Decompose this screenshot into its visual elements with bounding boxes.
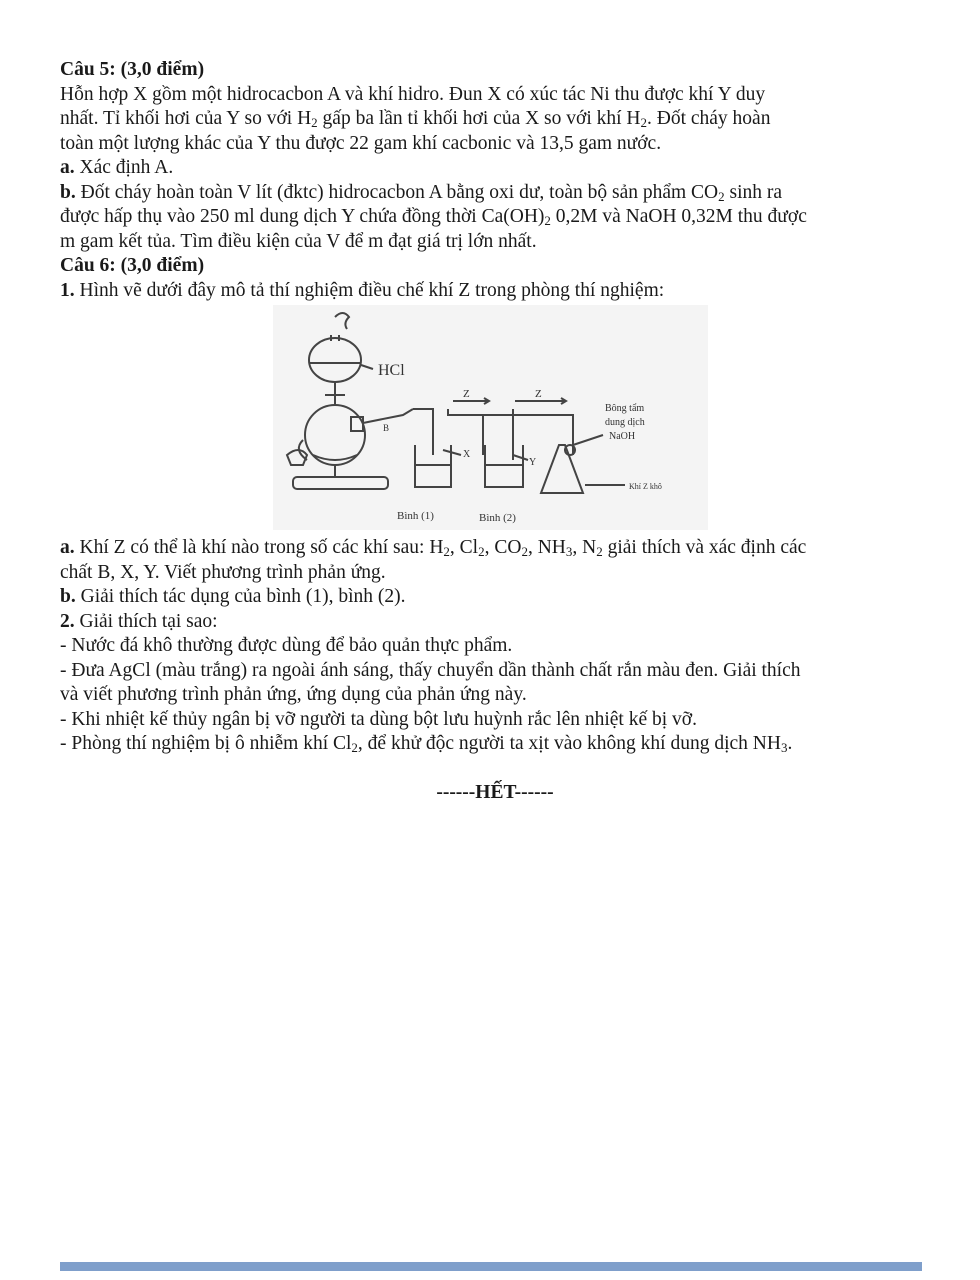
label-z-1: Z	[463, 388, 470, 400]
label-flask-2: Bình (2)	[479, 512, 516, 524]
label-gas: Khí Z khô	[629, 482, 662, 491]
q5-paragraph-line3: toàn một lượng khác của Y thu được 22 gam khí cacbonic và 13,5 gam nước.	[60, 132, 662, 154]
label-cotton-3: NaOH	[609, 431, 636, 442]
dropping-funnel	[309, 338, 361, 382]
q6-part-a-line2: chất B, X, Y. Viết phương trình phản ứng.	[60, 561, 386, 583]
label-cotton-2: dung dịch	[605, 417, 645, 428]
q5-paragraph-line2: nhất. Tỉ khối hơi của Y so với $H_2$ gấp ba lần tỉ khối hơi của X so với khí $H_2$. Đốt cháy hoàn	[60, 108, 771, 130]
q6-heading: Câu 6: (3,0 điểm)	[60, 255, 205, 276]
q6-dash-item-2-line1: - Đưa AgCl (màu trắng) ra ngoài ánh sáng, thấy chuyển dần thành chất rắn màu đen. Giải thích	[60, 659, 801, 681]
label-b: B	[383, 423, 390, 433]
label-z-2: Z	[535, 388, 542, 400]
q5-part-b-line1: b. Đốt cháy hoàn toàn V lít (đktc) hidrocacbon A bằng oxi dư, toàn bộ sản phẩm $CO_2$ sinh ra	[60, 181, 783, 204]
q6-dash-item-4: - Phòng thí nghiệm bị ô nhiễm khí $Cl_2$, để khử độc người ta xịt vào không khí dung dịch $NH_3$.	[60, 733, 793, 755]
q6-part1-intro: 1. Hình vẽ dưới đây mô tả thí nghiệm điều chế khí Z trong phòng thí nghiệm:	[60, 279, 665, 301]
lab-apparatus-figure	[273, 305, 708, 530]
q5-paragraph-line1: Hỗn hợp X gồm một hidrocacbon A và khí hidro. Đun X có xúc tác Ni thu được khí Y duy	[60, 83, 766, 105]
q5-part-a: a. Xác định A.	[60, 157, 174, 178]
end-marker: ------HẾT------	[436, 781, 554, 803]
lab-apparatus-diagram	[273, 305, 708, 530]
label-hcl: HCl	[378, 362, 405, 379]
collection-flask	[541, 445, 583, 493]
label-flask-1: Bình (1)	[397, 510, 434, 522]
footer-bar	[60, 1262, 922, 1271]
stopper-icon	[335, 313, 349, 329]
q6-part-b: b. Giải thích tác dụng của bình (1), bình (2).	[60, 586, 406, 607]
q5-heading: Câu 5: (3,0 điểm)	[60, 59, 205, 80]
exam-page	[60, 58, 930, 805]
q6-part-a-line1: a. Khí Z có thể là khí nào trong số các khí sau: $H_2$, $Cl_2$, $CO_2$, $NH_3$, $N_2$ giải thích và xác định các	[60, 537, 807, 559]
q6-dash-item-3: - Khi nhiệt kế thủy ngân bị vỡ người ta dùng bột lưu huỳnh rắc lên nhiệt kế bị vỡ.	[60, 708, 697, 730]
label-cotton-1: Bông tẩm	[605, 403, 645, 414]
label-x: X	[463, 449, 471, 460]
label-y: Y	[529, 457, 537, 468]
q5-part-b-line2: được hấp thụ vào 250 ml dung dịch Y chứa đồng thời $Ca(OH)_2$ 0,2M và NaOH 0,32M thu được	[60, 206, 807, 228]
q6-dash-item-2-line2: và viết phương trình phản ứng, ứng dụng của phản ứng này.	[60, 684, 527, 705]
q6-part2-intro: 2. Giải thích tại sao:	[60, 610, 218, 632]
q5-part-b-line3: m gam kết tủa. Tìm điều kiện của V để m đạt giá trị lớn nhất.	[60, 230, 537, 252]
q6-dash-item-1: - Nước đá khô thường được dùng để bảo quản thực phẩm.	[60, 635, 513, 656]
